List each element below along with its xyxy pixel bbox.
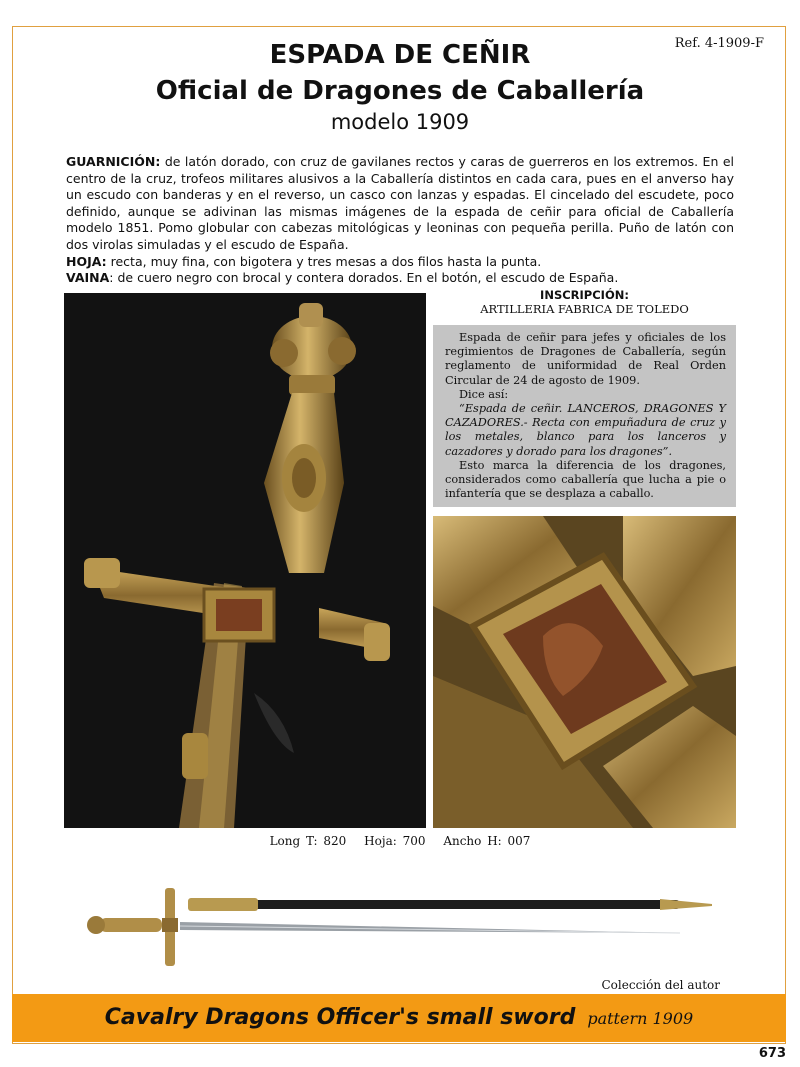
reference-code: Ref. 4-1909-F xyxy=(674,36,764,51)
english-title-banner xyxy=(12,994,786,1042)
guarnicion-paragraph xyxy=(66,154,734,254)
guard-closeup-illustration xyxy=(433,516,736,828)
description-block xyxy=(66,154,734,287)
hoja-text: recta, muy fina, con bigotera y tres mesas a dos filos hasta la punta. xyxy=(106,253,542,269)
pommel xyxy=(87,916,105,934)
guarnicion-text: de latón dorado, con cruz de gavilanes rectos y caras de guerreros en los extremos. En el centro de la cruz, trofeos militares alusivos a la Caballería distintos en cada cara, pues en el anverso hay un escudo con banderas y en el reverso, un casco con lanzas y espadas. El cincelado del escudete, poco definido, aunque se adivinan las mismas imágenes de la espada de ceñir para oficial de Caballería modelo 1851. Pomo globular con cabezas mitológicas y leoninas con pequeña perilla. Puño de latón con dos virolas simuladas y el escudo de España. xyxy=(66,154,734,252)
scabbard-chape xyxy=(660,899,712,910)
historical-note xyxy=(433,325,736,507)
page-subtitle: Oficial de Dragones de Caballería xyxy=(155,76,645,106)
vaina-paragraph xyxy=(66,270,734,287)
grip xyxy=(100,918,162,932)
vaina-text: : de cuero negro con brocal y contera dorados. En el botón, el escudo de España. xyxy=(109,270,619,286)
measurements xyxy=(0,834,800,848)
blade-length: Hoja: 700 xyxy=(364,834,426,848)
vaina-label: VAINA xyxy=(66,270,110,286)
guarnicion-label: GUARNICIÓN: xyxy=(66,154,161,169)
blade-width: Ancho H: 007 xyxy=(443,834,531,848)
hilt-photo xyxy=(64,293,426,828)
model-year: modelo 1909 xyxy=(330,110,470,134)
guard-shield xyxy=(162,918,178,932)
inscription-label: INSCRIPCIÓN: xyxy=(540,288,629,302)
note-paragraph-4: Esto marca la diferencia de los dragones, considerados como caballería que lucha a pie o infantería que se desplaza a caballo. xyxy=(445,458,726,501)
note-paragraph-2: Dice así: xyxy=(459,387,509,401)
hilt-illustration xyxy=(64,293,426,828)
guard-closeup-photo xyxy=(433,516,736,828)
page-number: 673 xyxy=(758,1046,786,1061)
note-quote: “Espada de ceñir. LANCEROS, DRAGONES Y CAZADORES.- Recta con empuñadura de cruz y los metales, blanco para los lanceros y cazadores y dorado para los dragones”. xyxy=(445,402,726,458)
pattern-year: pattern 1909 xyxy=(587,1009,694,1028)
total-length: Long T: 820 xyxy=(269,834,347,848)
scabbard-body xyxy=(190,900,680,909)
scabbard-throat xyxy=(188,898,258,911)
hoja-label: HOJA: xyxy=(66,253,107,269)
inscription-text: ARTILLERIA FABRICA DE TOLEDO xyxy=(480,302,689,316)
hoja-paragraph xyxy=(66,254,734,271)
collection-credit: Colección del autor xyxy=(601,978,720,992)
full-sword-illustration xyxy=(80,868,730,978)
note-paragraph-1: Espada de ceñir para jefes y oficiales de los regimientos de Dragones de Caballería, según reglamento de uniformidad de Real Orden Circular de 24 de agosto de 1909. xyxy=(445,331,726,387)
page-title: ESPADA DE CEÑIR xyxy=(269,40,531,70)
english-title: Cavalry Dragons Officer's small sword xyxy=(104,1005,576,1030)
